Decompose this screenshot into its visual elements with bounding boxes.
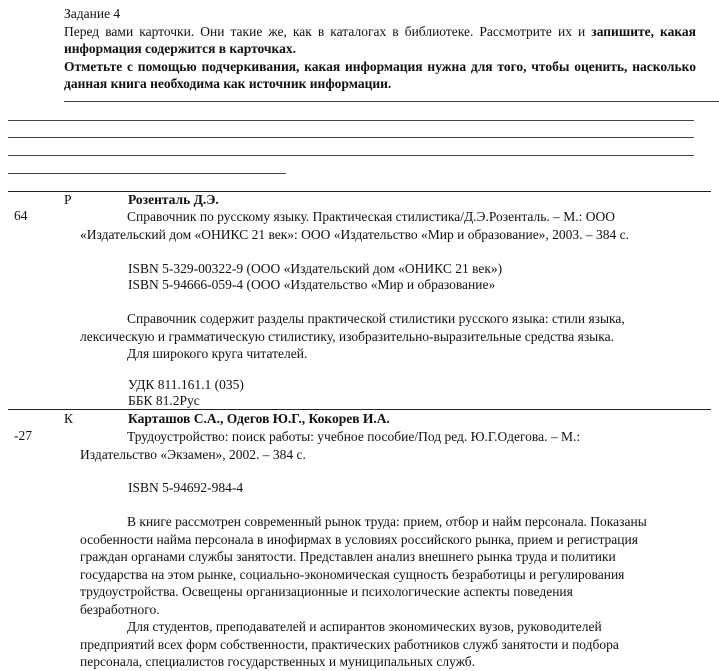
card-2-annotation-line: граждан органами службы занятости. Представлен анализ внешнего рынка труда и политики — [80, 549, 616, 564]
card-1-number: 64 — [14, 208, 28, 223]
card-2-desc-line-2: Издательство «Экзамен», 2002. – 384 с. — [80, 446, 306, 462]
card-2-desc-line-1: Трудоустройство: поиск работы: учебное пособие/Под ред. Ю.Г.Одегова. – М.: — [127, 429, 581, 444]
card-1-isbn-1: ISBN 5-329-00322-9 (ООО «Издательский дом «ОНИКС 21 век») — [128, 261, 503, 276]
task-instruction-2: Отметьте с помощью подчеркивания, какая информация нужна для того, чтобы оценить, насколько данная книга необходима как источник информации. — [64, 59, 696, 91]
card-2-author: Карташов С.А., Одегов Ю.Г., Кокорев И.А. — [128, 411, 390, 426]
answer-line-2 — [8, 120, 694, 121]
card-1-letter: Р — [64, 192, 72, 207]
card-2-number: -27 — [14, 428, 32, 443]
task-instruction-1-bold: запишите, какая информация содержится в карточках. — [64, 24, 696, 56]
task-instruction-1-normal: Перед вами карточки. Они такие же, как в каталогах в библиотеке. Рассмотрите их и — [64, 24, 592, 39]
card-2-annotation-line: В книге рассмотрен современный рынок труда: прием, отбор и найм персонала. Показаны — [127, 514, 647, 529]
card-1-annotation-line-1: Справочник содержит разделы практической стилистики русского языка: стили языка, — [127, 311, 625, 326]
card-2-audience-line: персонала, специалистов государственных и муниципальных служб. — [80, 654, 476, 669]
answer-line-3 — [8, 137, 694, 138]
answer-line-4 — [8, 155, 694, 156]
task-title: Задание 4 — [64, 6, 121, 21]
answer-line-1 — [64, 101, 719, 102]
card-1-top-border — [8, 191, 711, 192]
card-2-top-border — [8, 409, 711, 410]
card-2-annotation-line: государства на этом рынке, социально-экономическая сущность безработицы и регулирования — [80, 566, 625, 582]
answer-line-5 — [8, 173, 286, 174]
card-1-isbn-2: ISBN 5-94666-059-4 (ООО «Издательство «Мир и образование» — [128, 277, 496, 292]
card-2-audience-line: предприятий всех форм собственности, практических работников служб занятости и подбора — [80, 636, 619, 652]
card-1-annotation-line-2: лексическую и грамматическую стилистику, изобразительно-выразительные средства языка. — [80, 328, 614, 344]
card-1-desc-line-2: «Издательский дом «ОНИКС 21 век»: ООО «Издательство «Мир и образование», 2003. – 384 с. — [80, 226, 630, 242]
card-2-description — [80, 428, 694, 463]
card-1-desc-line-1: Справочник по русскому языку. Практическая стилистика/Д.Э.Розенталь. – М.: ООО — [127, 209, 616, 224]
card-2-annotation-line: трудоустройства. Освещены организационные и психологические аспекты поведения — [80, 584, 573, 599]
card-2-audience-line: Для студентов, преподавателей и аспирантов экономических вузов, руководителей — [127, 619, 602, 634]
card-1-udk: УДК 811.161.1 (035) — [128, 377, 244, 392]
card-2-annotation-line: безработного. — [80, 601, 160, 617]
task-instruction-1 — [64, 23, 696, 57]
card-1-author: Розенталь Д.Э. — [128, 192, 219, 207]
card-2-isbn: ISBN 5-94692-984-4 — [128, 480, 244, 495]
card-1-bbk: ББК 81.2Рус — [128, 393, 200, 408]
card-2-letter: К — [64, 411, 74, 426]
card-2-annotation-line: особенности найма персонала в инофирмах в условиях российского рынка, прием и регистрация — [80, 531, 638, 547]
card-1-annotation — [80, 310, 694, 363]
card-1-audience: Для широкого круга читателей. — [127, 346, 308, 361]
card-2-annotation — [80, 513, 694, 671]
card-1-description — [80, 208, 694, 243]
